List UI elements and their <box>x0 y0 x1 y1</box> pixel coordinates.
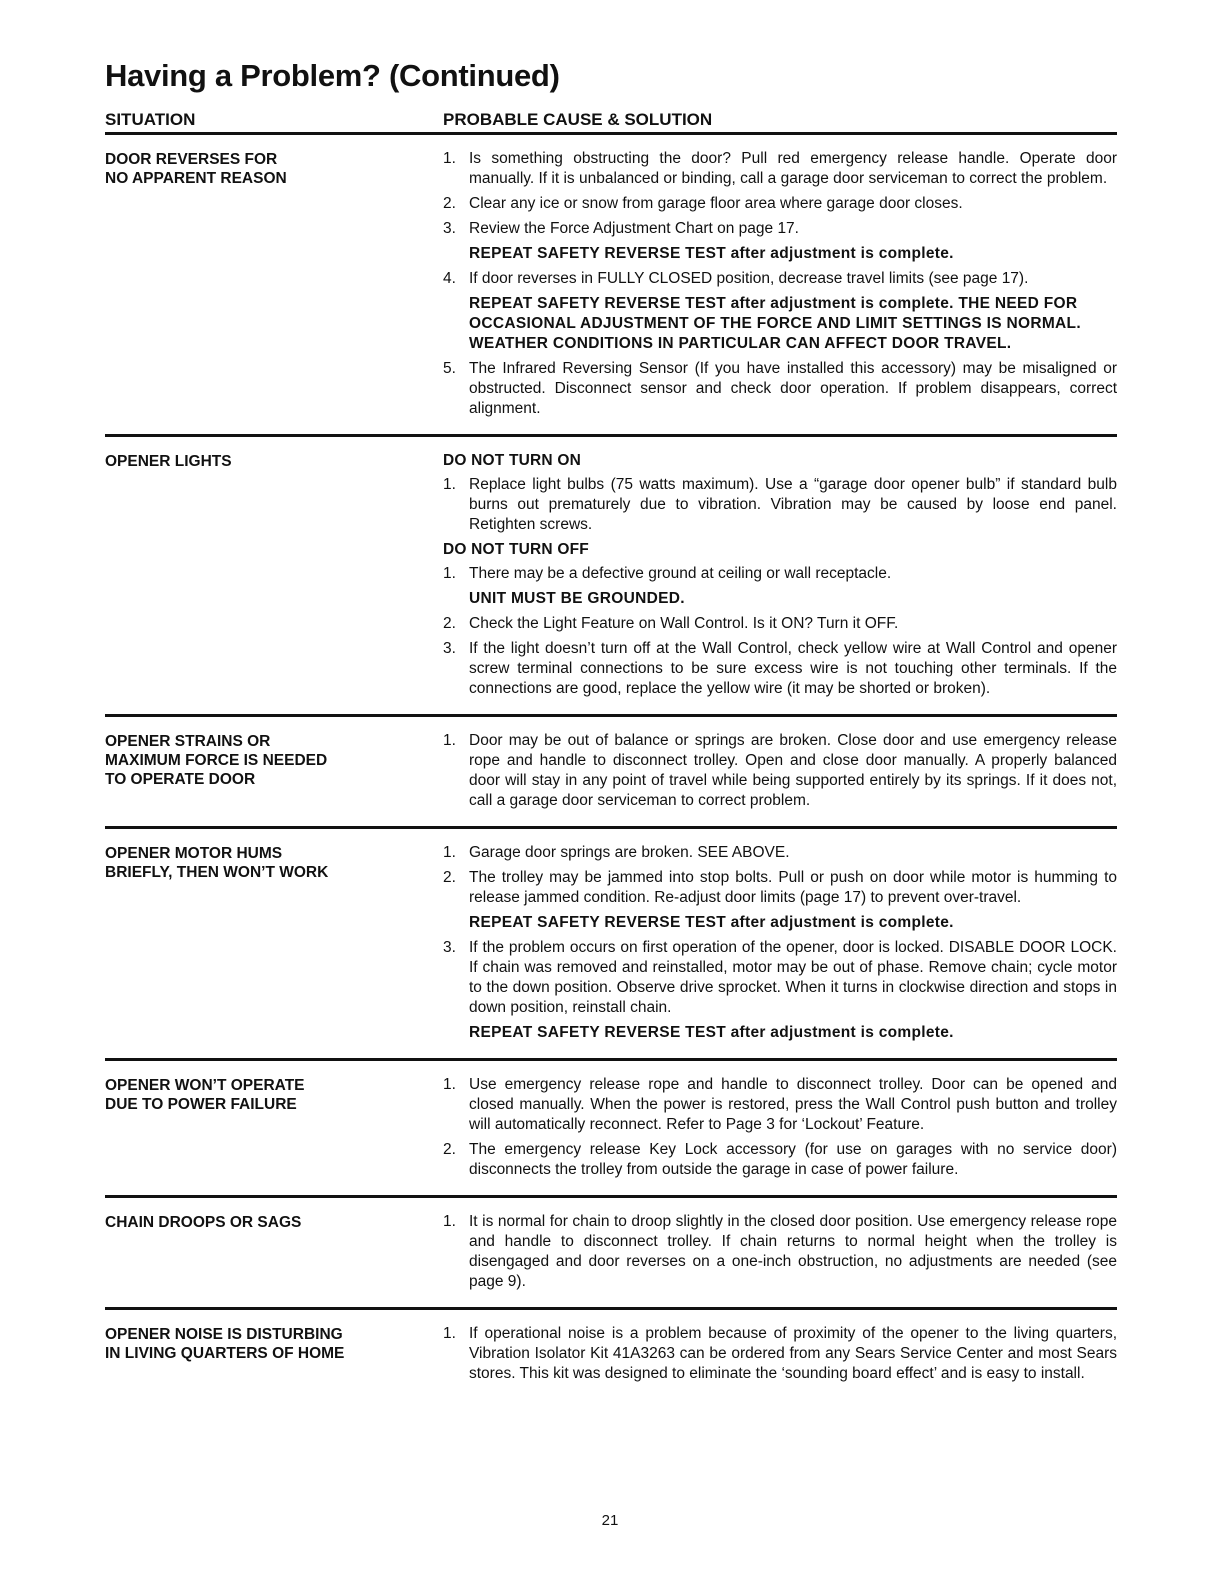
item-number: 1. <box>443 1076 456 1093</box>
item-text: Door may be out of balance or springs are broken. Close door and use emergency release rope and handle to disconnect trolley. Open and close door manually. A properly balanced door will stay in any point of travel while being supported entirely by its springs. If it does not, call a garage door serviceman to correct problem. <box>469 732 1117 809</box>
solution-item <box>443 475 1117 535</box>
solution-item <box>443 868 1117 908</box>
solution-item <box>443 843 1117 863</box>
item-text: Replace light bulbs (75 watts maximum). Use a “garage door opener bulb” if standard bulb burns out prematurely due to vibration. Vibration may be caused by loose end panel. Retighten screws. <box>469 476 1117 533</box>
solution-item <box>443 219 1117 239</box>
item-text: Garage door springs are broken. SEE ABOVE. <box>469 844 790 861</box>
solution-list <box>443 1075 1117 1185</box>
solution-item <box>443 194 1117 214</box>
item-text: If the light doesn’t turn off at the Wall Control, check yellow wire at Wall Control and opener screw terminal connections to be sure excess wire is not touching other terminals. If the connections are good, replace the yellow wire (it may be shorted or broken). <box>469 640 1117 697</box>
item-text: There may be a defective ground at ceiling or wall receptacle. <box>469 565 892 582</box>
solution-list <box>443 843 1117 1048</box>
item-text: If door reverses in FULLY CLOSED position, decrease travel limits (see page 17). <box>469 270 1029 287</box>
item-text: Use emergency release rope and handle to disconnect trolley. Door can be opened and closed manually. When the power is restored, press the Wall Control push button and trolley will automatically reconnect. Refer to Page 3 for ‘Lockout’ Feature. <box>469 1076 1117 1133</box>
problem-section <box>105 717 1117 829</box>
solution-item <box>443 1324 1117 1384</box>
item-number: 2. <box>443 869 456 886</box>
solution-item <box>443 269 1117 289</box>
problem-section <box>105 1310 1117 1399</box>
item-text: If the problem occurs on first operation of the opener, door is locked. DISABLE DOOR LOCK. If chain was removed and reinstalled, motor may be out of phase. Remove chain; cycle motor to the down position. Observe drive sprocket. When it turns in clockwise direction and stops in down position, reinstall chain. <box>469 939 1117 1016</box>
solution-item <box>443 1212 1117 1292</box>
item-text: Review the Force Adjustment Chart on page 17. <box>469 220 799 237</box>
item-number: 1. <box>443 1325 456 1342</box>
solution-list <box>443 451 1117 704</box>
problem-section <box>105 135 1117 437</box>
situation-label: OPENER WON’T OPERATE DUE TO POWER FAILURE <box>105 1077 305 1113</box>
problem-section <box>105 829 1117 1061</box>
solution-subheading: DO NOT TURN ON <box>443 452 581 469</box>
page-title: Having a Problem? (Continued) <box>105 58 560 93</box>
item-number: 1. <box>443 1213 456 1230</box>
column-header-row <box>105 110 1117 135</box>
solution-note: UNIT MUST BE GROUNDED. <box>469 590 685 607</box>
solution-item <box>443 639 1117 699</box>
situation-label: OPENER LIGHTS <box>105 453 232 470</box>
situation-label: OPENER MOTOR HUMS BRIEFLY, THEN WON’T WORK <box>105 845 329 881</box>
item-text: Check the Light Feature on Wall Control. Is it ON? Turn it OFF. <box>469 615 899 632</box>
item-number: 1. <box>443 844 456 861</box>
solution-list <box>443 1324 1117 1389</box>
solution-item <box>443 1075 1117 1135</box>
item-number: 3. <box>443 939 456 956</box>
solution-item <box>443 149 1117 189</box>
situation-label: OPENER NOISE IS DISTURBING IN LIVING QUARTERS OF HOME <box>105 1326 345 1362</box>
item-text: The Infrared Reversing Sensor (If you have installed this accessory) may be misaligned or obstructed. Disconnect sensor and check door operation. If problem disappears, correct alignment. <box>469 360 1117 417</box>
problem-section <box>105 437 1117 717</box>
item-number: 4. <box>443 270 456 287</box>
solution-list <box>443 1212 1117 1297</box>
item-number: 1. <box>443 565 456 582</box>
item-text: Clear any ice or snow from garage floor area where garage door closes. <box>469 195 963 212</box>
solution-item <box>443 1140 1117 1180</box>
situation-label: OPENER STRAINS OR MAXIMUM FORCE IS NEEDED TO OPERATE DOOR <box>105 733 328 788</box>
item-text: The emergency release Key Lock accessory (for use on garages with no service door) disconnects the trolley from outside the garage in case of power failure. <box>469 1141 1117 1178</box>
situation-label: CHAIN DROOPS OR SAGS <box>105 1214 302 1231</box>
situation-header: SITUATION <box>105 110 196 129</box>
item-number: 2. <box>443 615 456 632</box>
situation-label: DOOR REVERSES FOR NO APPARENT REASON <box>105 151 287 187</box>
solution-note: REPEAT SAFETY REVERSE TEST after adjustment is complete. THE NEED FOR OCCASIONAL ADJUSTMENT OF THE FORCE AND LIMIT SETTINGS IS NORMAL. WEATHER CONDITIONS IN PARTICULAR CAN AFFECT DOOR TRAVEL. <box>469 295 1081 352</box>
item-number: 3. <box>443 220 456 237</box>
item-number: 2. <box>443 195 456 212</box>
item-text: It is normal for chain to droop slightly in the closed door position. Use emergency release rope and handle to disconnect trolley. If chain returns to normal height when the trolley is disengaged and door reverses on a one-inch obstruction, no adjustments are needed (see page 9). <box>469 1213 1117 1290</box>
problem-section <box>105 1198 1117 1310</box>
item-number: 1. <box>443 150 456 167</box>
item-number: 1. <box>443 476 456 493</box>
solution-item <box>443 938 1117 1018</box>
item-number: 1. <box>443 732 456 749</box>
solution-header: PROBABLE CAUSE & SOLUTION <box>443 110 713 129</box>
solution-item <box>443 614 1117 634</box>
item-number: 5. <box>443 360 456 377</box>
solution-item <box>443 359 1117 419</box>
troubleshooting-page <box>105 58 1117 1399</box>
page-number: 21 <box>601 1512 619 1529</box>
item-text: Is something obstructing the door? Pull red emergency release handle. Operate door manually. If it is unbalanced or binding, call a garage door serviceman to correct the problem. <box>469 150 1117 187</box>
problem-section <box>105 1061 1117 1198</box>
solution-note: REPEAT SAFETY REVERSE TEST after adjustment is complete. <box>469 1024 954 1041</box>
solution-subheading: DO NOT TURN OFF <box>443 541 589 558</box>
item-text: The trolley may be jammed into stop bolts. Pull or push on door while motor is humming to release jammed condition. Re-adjust door limits (page 17) to prevent over-travel. <box>469 869 1117 906</box>
item-number: 3. <box>443 640 456 657</box>
solution-list <box>443 731 1117 816</box>
item-text: If operational noise is a problem because of proximity of the opener to the living quarters, Vibration Isolator Kit 41A3263 can be ordered from any Sears Service Center and most Sears stores. This kit was designed to eliminate the ‘sounding board effect’ and is easy to install. <box>469 1325 1117 1382</box>
solution-note: REPEAT SAFETY REVERSE TEST after adjustment is complete. <box>469 914 954 931</box>
solution-item <box>443 731 1117 811</box>
problem-sections <box>105 135 1117 1399</box>
solution-item <box>443 564 1117 584</box>
solution-note: REPEAT SAFETY REVERSE TEST after adjustment is complete. <box>469 245 954 262</box>
solution-list <box>443 149 1117 424</box>
item-number: 2. <box>443 1141 456 1158</box>
